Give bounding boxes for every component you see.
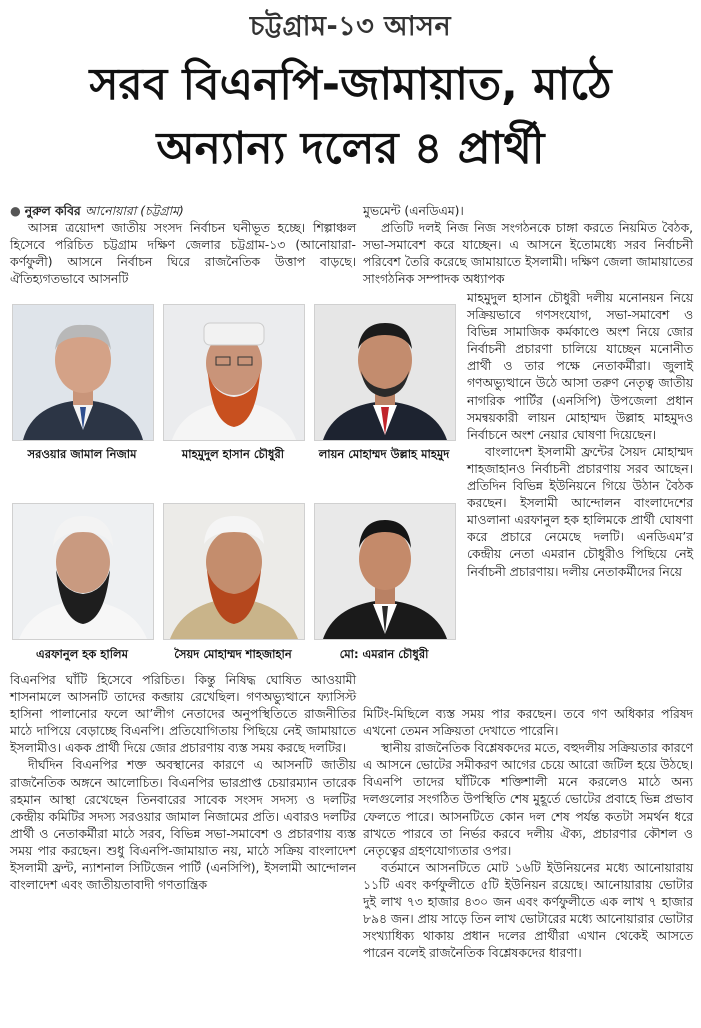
photo-caption: এরফানুল হক হালিম: [36, 647, 128, 661]
kicker: চট্টগ্রাম-১৩ আসন: [249, 11, 452, 42]
article-paragraph: মিটিং-মিছিলে ব্যস্ত সময় পার করছেন। তবে গণ অধিকার পরিষদ এখনো তেমন সক্রিয়তা দেখাতে পারেনি।: [363, 707, 693, 739]
right-bottom-block: [363, 706, 693, 962]
right-top-block: [363, 203, 693, 288]
candidate-photo-nizam: [12, 304, 154, 441]
headline-line-2: অন্যান্য দলের ৪ প্রার্থী: [156, 123, 545, 174]
candidate-photo-shahjahan: [163, 503, 305, 640]
article-paragraph: বাংলাদেশ ইসলামী ফ্রন্টের সৈয়দ মোহাম্মদ শাহজাহানও নির্বাচনী প্রচারণায় সরব আছেন। প্রতিদিন বিভিন্ন ইউনিয়নে গিয়ে উঠান বৈঠক করছেন। ইসলামী আন্দোলন বাংলাদেশের মাওলানা এরফানুল হক হালিমকে প্রার্থী ঘোষণা করে প্রচারে নেমেছে দলটি। এনডিএম’র কেন্দ্রীয় নেতা এমরান চৌধুরীও পিছিয়ে নেই নির্বাচনী প্রচারণায়। দলীয় নেতাকর্মীদের নিয়ে: [467, 444, 693, 579]
article-paragraph: দীর্ঘদিন বিএনপির শক্ত অবস্থানের কারণে এ আসনটি জাতীয় রাজনৈতিক অঙ্গনে আলোচিত। বিএনপির ভারপ্রাপ্ত চেয়ারম্যান তারেক রহমান আস্থা রেখেছেন তিনবারের সাবেক সংসদ সদস্য ও দলটির কেন্দ্রীয় কমিটির সদস্য সরওয়ার জামাল নিজামের প্রতি। এবারও দলটির প্রার্থী ও নেতাকর্মীরা মাঠে সরব, বিভিন্ন সভা-সমাবেশ ও প্রচারণায় ব্যস্ত সময় পার করছেন। শুধু বিএনপি-জামায়াত নয়, মাঠে সক্রিয় বাংলাদেশ ইসলামী ফ্রন্ট, ন্যাশনাল সিটিজেন পার্টি (এনসিপি), ইসলামী আন্দোলন বাংলাদেশ এবং জাতীয়তাবাদী গণতান্ত্রিক: [10, 758, 356, 893]
article-paragraph: বিএনপির ঘাঁটি হিসেবে পরিচিত। কিন্তু নিষিদ্ধ ঘোষিত আওয়ামী শাসনামলে আসনটি তাদের কব্জায় রেখেছিল। গণঅভ্যুত্থানে ফ্যাসিস্ট হাসিনা পালানোর ফলে আ’লীগ নেতাদের অনুপস্থিতিতে রাজনীতির মাঠে দাপিয়ে বেড়াচ্ছে বিএনপি। প্রতিযোগিতায় পিছিয়ে নেই জামায়াতে ইসলামীও। একক প্রার্থী দিয়ে জোর প্রচারণায় ব্যস্ত সময় করছে দলটির।: [10, 673, 356, 756]
candidate-photo-ullah-mahmud: [314, 304, 456, 441]
article-paragraph: মুভমেন্ট (এনডিএম)।: [363, 204, 464, 218]
candidate-photo-halim: [12, 503, 154, 640]
right-mid-block: [467, 290, 693, 581]
article-paragraph: প্রতিটি দলই নিজ নিজ সংগঠনকে চাঙ্গা করতে নিয়মিত বৈঠক, সভা-সমাবেশ করে যাচ্ছেন। এ আসনে ইতোমধ্যে সরব নির্বাচনী পরিবেশ তৈরি করেছে জামায়াতে ইসলামী। দক্ষিণ জেলা জামায়াতের সাংগঠনিক সম্পাদক অধ্যাপক: [363, 221, 693, 287]
intro-paragraph: আসন্ন ত্রয়োদশ জাতীয় সংসদ নির্বাচন ঘনীভূত হচ্ছে। শিল্পাঞ্চল হিসেবে পরিচিত চট্টগ্রাম দক্ষিণ জেলার চট্টগ্রাম-১৩ (আনোয়ারা-কর্ণফুলী) আসনে নির্বাচন ঘিরে রাজনৈতিক উত্তাপ বাড়ছে। ঐতিহ্যগতভাবে আসনটি: [10, 221, 356, 287]
photo-caption: সৈয়দ মোহাম্মদ শাহজাহান: [174, 647, 292, 661]
article-paragraph: মাহমুদুল হাসান চৌধুরী দলীয় মনোনয়ন নিয়ে সক্রিয়ভাবে গণসংযোগ, সভা-সমাবেশ ও বিভিন্ন সামাজিক কর্মকাণ্ডে অংশ নিয়ে জোর নির্বাচনী প্রচারণা চালিয়ে যাচ্ছেন মনোনীত প্রার্থী ও তার পক্ষে নেতাকর্মীরা। জুলাই গণঅভ্যুত্থানে উঠে আসা তরুণ নেতৃত্ব জাতীয় নাগরিক পার্টির (এনসিপি) উপজেলা প্রধান সমন্বয়কারী লায়ন মোহাম্মদ উল্লাহ মাহমুদও নির্বাচনে অংশ নেয়ার ঘোষণা দিয়েছেন।: [467, 291, 693, 442]
article-paragraph: বর্তমানে আসনটিতে মোট ১৬টি ইউনিয়নের মধ্যে আনোয়ারায় ১১টি এবং কর্ণফুলীতে ৫টি ইউনিয়ন রয়েছে। আনোয়ারায় ভোটার দুই লাখ ৭৩ হাজার ৪৩০ জন এবং কর্ণফুলীতে এক লাখ ৭ হাজার ৮৯৪ জন। প্রায় সাড়ে তিন লাখ ভোটারের মধ্যে আনোয়ারার ভোটার সংখ্যাধিক্য থাকায় প্রধান দলের প্রার্থীরা এখান থেকেই আসতে পারেন বলেই রাজনৈতিক বিশ্লেষকদের ধারণা।: [363, 860, 693, 961]
photo-caption: মাহমুদুল হাসান চৌধুরী: [181, 447, 285, 461]
photo-caption: সরওয়ার জামাল নিজাম: [27, 447, 137, 461]
byline-location: আনোয়ারা (চট্টগ্রাম): [84, 204, 184, 218]
candidate-photo-mahmudul: [163, 304, 305, 441]
article-paragraph: স্থানীয় রাজনৈতিক বিশ্লেষকদের মতে, বহুদলীয় সক্রিয়তার কারণে এ আসনে ভোটের সমীকরণ আগের চেয়ে আরো জটিল হয়ে উঠছে। বিএনপি তাদের ঘাঁটিকে শক্তিশালী মনে করলেও মাঠে অন্য দলগুলোর সংগঠিত উপস্থিতি শেষ মুহূর্তে ভোটের প্রবাহে ভিন্ন প্রভাব ফেলতে পারে। আসনটিতে কোন দল শেষ পর্যন্ত কতটা সমর্থন ধরে রাখতে পারবে তা নির্ভর করবে দলীয় ঐক্য, প্রচারণার কৌশল ও নেতৃত্বের গ্রহণযোগ্যতার ওপর।: [363, 741, 693, 858]
photo-caption: মো: এমরান চৌধুরী: [339, 647, 429, 661]
byline-author: নুরুল কবির: [24, 204, 81, 218]
byline: [10, 203, 356, 220]
byline-bullet-icon: ●: [10, 204, 21, 218]
photo-caption: লায়ন মোহাম্মদ উল্লাহ মাহমুদ: [318, 447, 450, 461]
candidate-photo-emran: [314, 503, 456, 640]
intro-block: [10, 203, 356, 288]
headline-line-1: সরব বিএনপি-জামায়াত, মাঠে: [89, 59, 612, 110]
left-bottom-block: [10, 672, 356, 894]
